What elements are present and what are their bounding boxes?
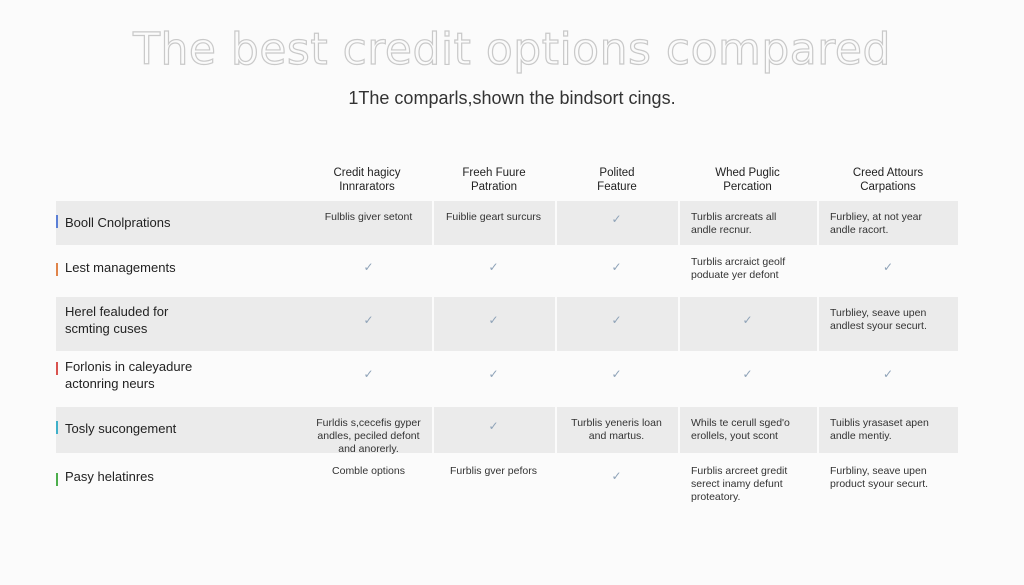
column-divider	[555, 407, 557, 453]
table-row	[56, 246, 958, 296]
row-label: Booll Cnolprations	[65, 215, 171, 230]
column-divider	[432, 407, 434, 453]
column-divider	[432, 201, 434, 245]
column-header: Freeh Fuure Patration	[462, 167, 526, 193]
table-cell: Furbliey, at not year andle racort.	[830, 211, 923, 236]
check-icon: ✓	[363, 260, 374, 274]
check-icon: ✓	[882, 260, 894, 274]
table-row	[56, 352, 958, 404]
row-label: Lest managements	[65, 260, 176, 275]
table-cell: Turblis yeneris loan and martus.	[571, 417, 662, 442]
row-label: Pasy helatinres	[65, 469, 154, 484]
check-icon: ✓	[363, 367, 374, 381]
row-label: Forlonis in caleyadure actonring neurs	[65, 359, 193, 391]
table-cell: Turblis arcraict geolf poduate yer defont	[691, 256, 786, 281]
table-row	[56, 407, 958, 453]
column-divider	[817, 407, 819, 453]
check-icon: ✓	[488, 313, 499, 327]
table-cell: Fuiblie geart surcurs	[445, 211, 542, 223]
column-divider	[678, 201, 680, 245]
check-icon: ✓	[488, 367, 499, 381]
check-icon: ✓	[742, 313, 753, 327]
page-title: The best credit options compared	[133, 24, 891, 75]
check-icon: ✓	[611, 313, 622, 327]
table-cell: Tuiblis yrasaset apen andle mentiy.	[830, 417, 929, 442]
column-divider	[432, 297, 434, 351]
column-divider	[555, 201, 557, 245]
column-divider	[817, 201, 819, 245]
table-cell: Whils te cerull sged'o erollels, yout scont	[691, 417, 790, 442]
row-label: Tosly sucongement	[65, 421, 177, 436]
table-row	[56, 455, 958, 505]
check-icon: ✓	[882, 367, 894, 381]
page-subtitle: 1The comparls,shown the bindsort cings.	[348, 88, 676, 108]
check-icon: ✓	[611, 212, 622, 226]
table-cell: Turblis arcreats all andle recnur.	[691, 211, 777, 236]
table-cell: Furblis gver pefors	[450, 465, 537, 477]
check-icon: ✓	[488, 419, 499, 433]
column-header: Credit hagicy Innrarators	[333, 167, 401, 193]
column-divider	[817, 297, 819, 351]
table-cell: Furblis arcreet gredit serect inamy defunt proteatory.	[691, 465, 788, 503]
table-cell: Comble options	[332, 465, 405, 477]
check-icon: ✓	[611, 367, 622, 381]
column-divider	[678, 407, 680, 453]
column-divider	[678, 297, 680, 351]
check-icon: ✓	[611, 260, 622, 274]
table-cell: Furldis s,cecefis gyper andles, peciled defont and anorerly.	[316, 417, 421, 455]
table-cell: Furbliny, seave upen product syour securt.	[830, 465, 929, 490]
check-icon: ✓	[611, 469, 622, 483]
table-cell: Turbliey, seave upen andlest syour securt.	[830, 307, 927, 332]
column-header: Whed Puglic Percation	[715, 167, 780, 193]
column-divider	[555, 297, 557, 351]
table-header-row	[56, 160, 958, 200]
row-label: Herel fealuded for scmting cuses	[65, 304, 169, 336]
table-row	[56, 297, 958, 351]
table-cell: Fulblis giver setont	[324, 211, 413, 223]
column-header: Polited Feature	[597, 167, 637, 193]
check-icon: ✓	[742, 367, 753, 381]
column-header: Creed Attours Carpations	[852, 167, 924, 193]
check-icon: ✓	[488, 260, 499, 274]
table-row	[56, 201, 958, 245]
check-icon: ✓	[363, 313, 374, 327]
